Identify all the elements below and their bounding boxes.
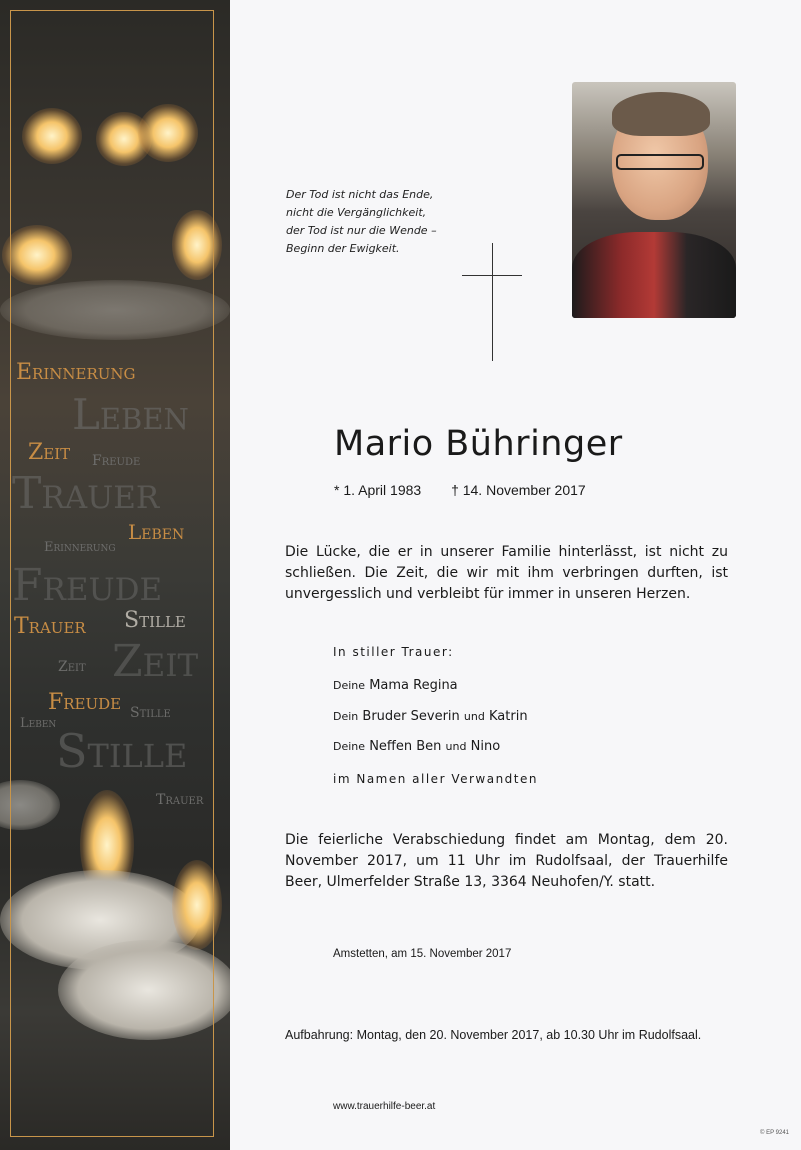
print-code: © EP 9241 [760, 1130, 789, 1136]
sidebar-word: Trauer [156, 792, 204, 808]
deceased-name: Mario Bühringer [334, 424, 623, 464]
mourner-and: und [445, 740, 467, 753]
obituary-notice [230, 0, 801, 1150]
viewing-info: Aufbahrung: Montag, den 20. November 2017, ab 10.30 Uhr im Rudolfsaal. [285, 1028, 702, 1042]
mourner-name: Neffen Ben [369, 739, 442, 754]
sidebar-word: Freude [48, 690, 122, 715]
quote-line: der Tod ist nur die Wende – [286, 224, 437, 237]
sidebar-word: Leben [128, 520, 185, 544]
sidebar-word: Erinnerung [44, 540, 116, 555]
quote-line: nicht die Vergänglichkeit, [286, 206, 427, 219]
mourner-name: Bruder Severin [362, 709, 460, 724]
sidebar-word: Leben [20, 716, 57, 731]
website-link[interactable]: www.trauerhilfe-beer.at [333, 1101, 436, 1112]
mourner-and: und [463, 710, 485, 723]
mourner-name: Nino [470, 739, 501, 754]
mourner-line [333, 709, 528, 724]
mourner-prefix: Dein [333, 710, 359, 723]
birth-date: * 1. April 1983 [334, 482, 422, 498]
life-dates [334, 482, 586, 498]
sidebar-word: Erinnerung [16, 360, 136, 385]
memorial-quote [286, 186, 437, 258]
sidebar-word: Zeit [28, 440, 71, 465]
mourners-heading: In stiller Trauer: [333, 645, 454, 659]
sidebar-word: Leben [72, 390, 189, 439]
mourner-line [333, 678, 458, 693]
cross-icon [492, 243, 493, 361]
sidebar-word: Zeit [58, 659, 86, 675]
sidebar-word: Stille [130, 705, 171, 721]
ceremony-text: Die feierliche Verabschiedung findet am Montag, dem 20. November 2017, um 11 Uhr im Rudolfsaal, der Trauerhilfe Beer, Ulmerfelder Straße 13, 3364 Neuhofen/Y. statt. [285, 832, 728, 890]
sidebar-word: Stille [124, 608, 186, 633]
quote-line: Der Tod ist nicht das Ende, [286, 188, 434, 201]
mourners-footer: im Namen aller Verwandten [333, 772, 538, 786]
mourner-prefix: Deine [333, 679, 366, 692]
sidebar-word: Trauer [14, 614, 86, 639]
sidebar-frame [10, 10, 214, 1137]
quote-line: Beginn der Ewigkeit. [286, 242, 400, 255]
death-date: † 14. November 2017 [451, 482, 586, 498]
sidebar-word: Freude [12, 560, 163, 611]
photo-jacket [572, 232, 736, 318]
portrait-photo [572, 82, 736, 318]
sidebar-word: Stille [56, 724, 188, 778]
photo-hair [612, 92, 710, 136]
sidebar-word: Freude [92, 453, 141, 469]
cross-icon-bar [462, 275, 522, 276]
candle-sidebar [0, 0, 230, 1150]
mourner-name: Mama Regina [369, 678, 458, 693]
mourner-prefix: Deine [333, 740, 366, 753]
sidebar-word: Trauer [12, 468, 160, 519]
mourner-line [333, 739, 500, 754]
mourner-name: Katrin [489, 709, 528, 724]
photo-glasses [616, 154, 704, 170]
sidebar-word: Zeit [112, 636, 199, 687]
tribute-text: Die Lücke, die er in unserer Familie hinterlässt, ist nicht zu schließen. Die Zeit, die wir mit ihm verbringen durften, ist unvergesslich und verbleibt für immer in unseren Herzen. [285, 544, 728, 602]
place-date: Amstetten, am 15. November 2017 [333, 948, 512, 960]
